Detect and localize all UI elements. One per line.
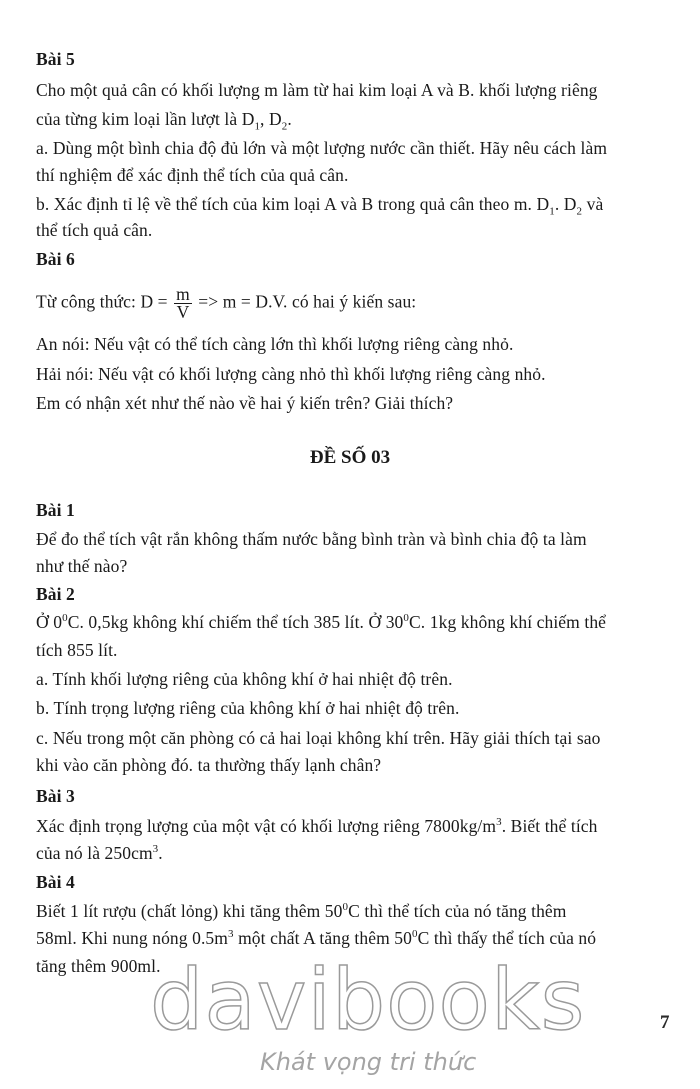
bai5-part-a-line-2: thí nghiệm để xác định thể tích của quả cân. xyxy=(36,165,349,185)
bai6-question: Em có nhận xét như thế nào về hai ý kiến trên? Giải thích? xyxy=(36,393,454,413)
heading-de3-bai-1: Bài 1 xyxy=(36,500,75,520)
heading-de3-bai-3: Bài 3 xyxy=(36,786,75,806)
heading-de3-bai-2: Bài 2 xyxy=(36,584,75,604)
bai5-part-a-line-1: a. Dùng một bình chia độ đủ lớn và một lượng nước cần thiết. Hãy nêu cách làm xyxy=(36,138,608,158)
de3-bai4-line-1: Biết 1 lít rượu (chất lỏng) khi tăng thêm $50^0C$ thì thể tích của nó tăng thêm xyxy=(36,901,567,921)
bai6-hai-opinion: Hải nói: Nếu vật có khối lượng càng nhỏ thì khối lượng riêng càng nhỏ. xyxy=(36,364,546,384)
bai5-line-2: của từng kim loại lần lượt là $D_1$, $D_2$. xyxy=(36,109,292,133)
davibooks-watermark: davibooks xyxy=(150,951,586,1049)
de3-bai1-line-2: như thế nào? xyxy=(36,556,128,576)
heading-bai-5: Bài 5 xyxy=(36,49,75,69)
de3-bai3-line-1: Xác định trọng lượng của một vật có khối lượng riêng $7800kg/m^3$. Biết thể tích xyxy=(36,816,598,836)
de3-bai3-line-2: của nó là $250cm^3$. xyxy=(36,843,163,863)
bai6-formula-line: Từ công thức: D = $\frac{m}{V}$ => m = D.V. có hai ý kiến sau: xyxy=(36,284,417,322)
de3-bai2-line-1: Ở $0^0C$. 0,5kg không khí chiếm thể tích 385 lít. Ở $30^0C$. 1kg không khí chiếm thể xyxy=(36,612,607,632)
bai6-an-opinion: An nói: Nếu vật có thể tích càng lớn thì khối lượng riêng càng nhỏ. xyxy=(36,334,514,354)
de3-bai1-line-1: Để đo thể tích vật rắn không thấm nước bằng bình tràn và bình chia độ ta làm xyxy=(36,529,587,549)
page-number: 7 xyxy=(660,1012,670,1033)
watermark-slogan: Khát vọng tri thức xyxy=(260,1048,477,1076)
de3-bai4-line-2: 58ml. Khi nung nóng $0.5m^3$ một chất A tăng thêm $50^0C$ thì thấy thể tích của nó xyxy=(36,928,597,948)
de3-bai2-part-b: b. Tính trọng lượng riêng của không khí ở hai nhiệt độ trên. xyxy=(36,698,460,718)
density-fraction: $\frac{m}{V}$ xyxy=(176,284,190,322)
de3-bai2-part-a: a. Tính khối lượng riêng của không khí ở hai nhiệt độ trên. xyxy=(36,669,453,689)
heading-bai-6: Bài 6 xyxy=(36,249,75,269)
heading-de3-bai-4: Bài 4 xyxy=(36,872,75,892)
de3-bai2-part-c-line-1: c. Nếu trong một căn phòng có cả hai loại không khí trên. Hãy giải thích tại sao xyxy=(36,728,601,748)
bai5-part-b-line-2: thể tích quả cân. xyxy=(36,220,153,240)
bai5-part-b-line-1: b. Xác định tỉ lệ về thể tích của kim loại A và B trong quả cân theo m. $D_1$. $D_2$ và xyxy=(36,194,604,218)
de3-bai4-line-3: tăng thêm 900ml. xyxy=(36,956,161,976)
de3-bai2-part-c-line-2: khi vào căn phòng đó. ta thường thấy lạnh chân? xyxy=(36,755,382,775)
de3-bai2-line-2: tích 855 lít. xyxy=(36,640,118,660)
bai5-line-1: Cho một quả cân có khối lượng m làm từ hai kim loại A và B. khối lượng riêng xyxy=(36,80,598,100)
section-title: ĐỀ SỐ 03 xyxy=(309,447,391,468)
